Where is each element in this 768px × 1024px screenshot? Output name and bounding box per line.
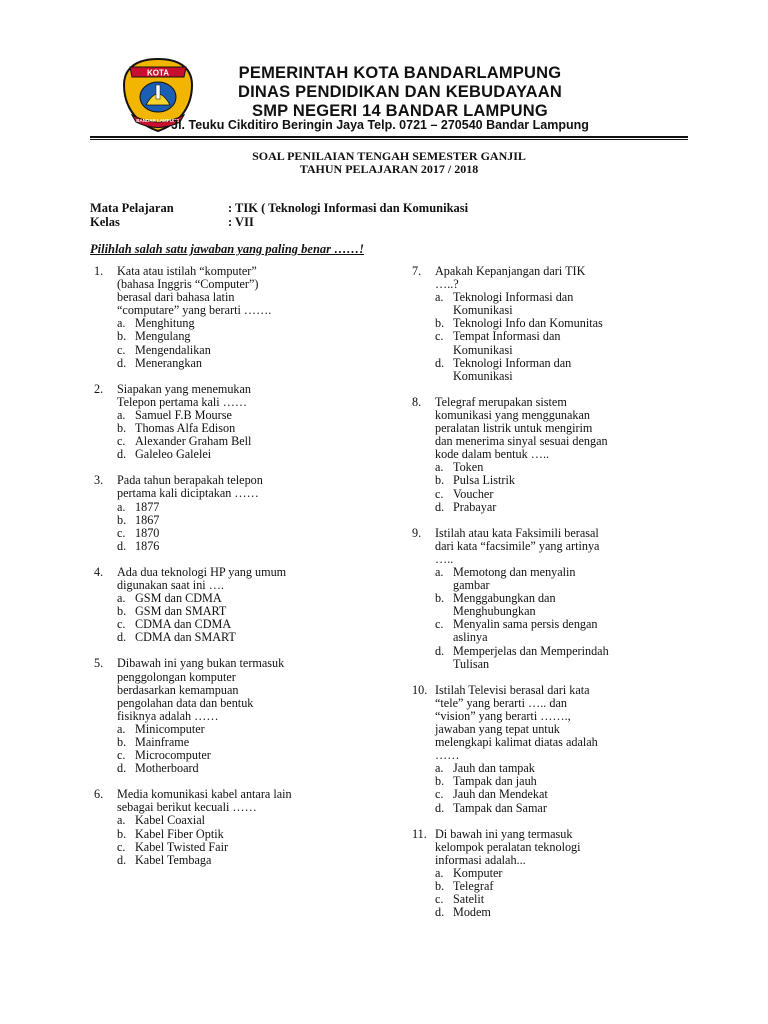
answer-option bbox=[435, 618, 672, 644]
option-text: CDMA dan SMART bbox=[135, 630, 236, 645]
answer-option bbox=[117, 448, 364, 461]
questions-right-column bbox=[412, 265, 672, 932]
option-text: Alexander Graham Bell bbox=[135, 434, 252, 449]
question-body bbox=[117, 788, 364, 867]
option-letter: d. bbox=[117, 355, 127, 370]
option-letter: c. bbox=[435, 617, 444, 632]
option-letter: d. bbox=[117, 761, 127, 776]
option-letter: b. bbox=[117, 604, 127, 619]
option-text: Motherboard bbox=[135, 761, 199, 776]
option-text: Modem bbox=[453, 905, 491, 920]
option-letter: a. bbox=[435, 761, 444, 776]
option-letter: a. bbox=[117, 316, 126, 331]
letterhead bbox=[200, 64, 600, 121]
option-text: Thomas Alfa Edison bbox=[135, 421, 236, 436]
class-value: : VII bbox=[228, 215, 254, 229]
subject-label: Mata Pelajaran bbox=[90, 201, 174, 215]
option-text: Mainframe bbox=[135, 735, 190, 749]
option-text: 1876 bbox=[135, 538, 160, 553]
option-text: Menerangkan bbox=[135, 355, 203, 370]
school-address: Jl. Teuku Cikditiro Beringin Jaya Telp. 0721 – 270540 Bandar Lampung bbox=[171, 118, 589, 132]
option-text: Telegraf bbox=[453, 879, 494, 894]
option-letter: b. bbox=[435, 591, 445, 606]
question-item bbox=[94, 265, 364, 370]
option-letter: a. bbox=[435, 564, 444, 579]
option-letter: d. bbox=[435, 800, 445, 815]
answer-option bbox=[435, 357, 672, 383]
answer-option bbox=[117, 514, 364, 527]
instruction: Pilihlah salah satu jawaban yang paling benar ……! bbox=[90, 242, 365, 256]
option-letter: a. bbox=[117, 499, 126, 514]
option-letter: b. bbox=[117, 826, 127, 841]
option-letter: d. bbox=[117, 447, 127, 462]
answer-option bbox=[117, 344, 364, 357]
option-text: Menghitung bbox=[135, 316, 195, 331]
question-text: Kata atau istilah “komputer” (bahasa Inggris “Computer”) berasal dari bahasa latin “computare” yang berarti ……. bbox=[117, 264, 272, 318]
option-letter: b. bbox=[435, 473, 445, 488]
question-item bbox=[94, 657, 364, 775]
answer-option bbox=[117, 762, 364, 775]
option-text: Teknologi Informasi dan Komunikasi bbox=[453, 290, 574, 318]
option-text: GSM dan SMART bbox=[135, 604, 227, 619]
option-letter: b. bbox=[435, 316, 445, 331]
letterhead-line-2: DINAS PENDIDIKAN DAN KEBUDAYAAN bbox=[237, 83, 563, 101]
question-text: Pada tahun berapakah telepon pertama kali diciptakan …… bbox=[117, 473, 263, 501]
question-text: Di bawah ini yang termasuk kelompok peralatan teknologi informasi adalah... bbox=[435, 826, 581, 867]
answer-option bbox=[435, 488, 672, 501]
option-letter: b. bbox=[117, 512, 127, 527]
answer-option bbox=[435, 501, 672, 514]
answer-option bbox=[117, 330, 364, 343]
option-letter: b. bbox=[117, 421, 127, 436]
option-text: Galeleo Galelei bbox=[135, 447, 212, 462]
option-letter: d. bbox=[435, 355, 445, 370]
option-text: Tampak dan jauh bbox=[453, 774, 537, 789]
option-text: Memotong dan menyalin gambar bbox=[453, 564, 576, 593]
question-text: Telegraf merupakan sistem komunikasi yang menggunakan peralatan listrik untuk mengirim dan menerima sinyal sesuai dengan kode dalam bentuk ….. bbox=[435, 394, 608, 462]
option-letter: a. bbox=[117, 721, 126, 736]
answer-option bbox=[435, 566, 672, 592]
option-text: Teknologi Informan dan Komunikasi bbox=[453, 355, 572, 383]
answer-option bbox=[435, 802, 672, 815]
logo-top-text: KOTA bbox=[146, 68, 170, 78]
header-divider-thin bbox=[90, 139, 688, 140]
questions-left-column bbox=[94, 265, 364, 880]
option-text: Tampak dan Samar bbox=[453, 800, 547, 815]
answer-option bbox=[435, 592, 672, 618]
question-text: Istilah atau kata Faksimili berasal dari kata “facsimile” yang artinya ….. bbox=[435, 525, 600, 566]
question-item bbox=[412, 265, 672, 383]
question-item bbox=[94, 566, 364, 645]
answer-option bbox=[435, 474, 672, 487]
option-text: Kabel Coaxial bbox=[135, 813, 206, 828]
option-text: Menggabungkan dan Menghubungkan bbox=[453, 591, 556, 619]
question-number: 7. bbox=[412, 264, 422, 278]
question-text: Ada dua teknologi HP yang umum digunakan saat ini …. bbox=[117, 564, 287, 592]
option-text: Memperjelas dan Memperindah Tulisan bbox=[453, 643, 609, 671]
option-letter: c. bbox=[435, 329, 444, 344]
option-letter: a. bbox=[117, 407, 126, 422]
question-text: Apakah Kepanjangan dari TIK …..? bbox=[435, 264, 586, 292]
question-number: 11. bbox=[412, 826, 427, 841]
answer-option bbox=[117, 828, 364, 841]
option-letter: d. bbox=[435, 905, 445, 920]
question-number: 1. bbox=[94, 264, 104, 278]
question-body bbox=[117, 474, 364, 553]
question-body bbox=[435, 527, 672, 671]
question-body bbox=[435, 828, 672, 920]
option-letter: c. bbox=[117, 342, 126, 357]
answer-option bbox=[117, 501, 364, 514]
question-number: 2. bbox=[94, 381, 104, 396]
question-number: 3. bbox=[94, 473, 104, 488]
question-body bbox=[435, 396, 672, 514]
option-text: Microcomputer bbox=[135, 748, 211, 763]
option-text: Satelit bbox=[453, 892, 485, 907]
question-item bbox=[94, 474, 364, 553]
question-item bbox=[412, 527, 672, 671]
logo-bottom-text: BANDAR LAMPUNG bbox=[136, 118, 180, 123]
option-text: 1867 bbox=[135, 512, 160, 527]
option-letter: c. bbox=[435, 486, 444, 501]
option-text: GSM dan CDMA bbox=[135, 591, 222, 606]
question-body bbox=[435, 684, 672, 815]
answer-option bbox=[435, 291, 672, 317]
option-letter: c. bbox=[117, 434, 126, 449]
option-text: Menyalin sama persis dengan aslinya bbox=[453, 617, 598, 645]
question-text: Istilah Televisi berasal dari kata “tele” yang berarti ….. dan “vision” yang berarti ……., jawaban yang tepat untuk melengkapi kalimat diatas adalah …… bbox=[435, 682, 598, 763]
option-letter: d. bbox=[117, 630, 127, 645]
exam-title bbox=[90, 150, 688, 176]
header-divider-thick bbox=[90, 136, 688, 138]
option-letter: c. bbox=[117, 617, 126, 632]
question-text: Media komunikasi kabel antara lain sebagai berikut kecuali …… bbox=[117, 787, 292, 815]
answer-option bbox=[117, 814, 364, 827]
option-letter: b. bbox=[117, 329, 127, 344]
option-text: 1870 bbox=[135, 525, 160, 540]
question-number: 9. bbox=[412, 525, 422, 540]
letterhead-line-3: SMP NEGERI 14 BANDAR LAMPUNG bbox=[252, 102, 548, 120]
option-text: Samuel F.B Mourse bbox=[135, 407, 232, 422]
option-letter: a. bbox=[117, 813, 126, 828]
question-body bbox=[117, 265, 364, 370]
option-letter: b. bbox=[435, 879, 445, 894]
option-letter: b. bbox=[117, 735, 127, 749]
option-letter: d. bbox=[117, 538, 127, 553]
option-text: Komputer bbox=[453, 865, 503, 880]
option-letter: c. bbox=[435, 787, 444, 802]
answer-option bbox=[117, 527, 364, 540]
option-text: Teknologi Info dan Komunitas bbox=[453, 316, 603, 331]
letterhead-line-1: PEMERINTAH KOTA BANDARLAMPUNG bbox=[238, 64, 562, 82]
option-text: Kabel Fiber Optik bbox=[135, 826, 224, 841]
option-text: Token bbox=[453, 460, 484, 475]
option-text: Kabel Twisted Fair bbox=[135, 839, 229, 854]
option-text: CDMA dan CDMA bbox=[135, 617, 232, 632]
question-item bbox=[94, 383, 364, 462]
subject-row bbox=[90, 201, 468, 215]
question-item bbox=[412, 684, 672, 815]
option-text: Tempat Informasi dan Komunikasi bbox=[453, 329, 561, 357]
option-text: 1877 bbox=[135, 499, 160, 514]
option-letter: d. bbox=[435, 499, 445, 514]
option-text: Minicomputer bbox=[135, 721, 205, 736]
exam-title-line-1: SOAL PENILAIAN TENGAH SEMESTER GANJIL bbox=[252, 149, 526, 163]
option-text: Mengulang bbox=[135, 329, 191, 344]
option-letter: c. bbox=[117, 839, 126, 854]
option-letter: d. bbox=[117, 852, 127, 867]
answer-option bbox=[117, 631, 364, 644]
option-letter: a. bbox=[435, 460, 444, 475]
option-letter: c. bbox=[117, 748, 126, 763]
option-letter: a. bbox=[435, 290, 444, 305]
option-text: Prabayar bbox=[453, 499, 497, 514]
option-letter: b. bbox=[435, 774, 445, 789]
class-row bbox=[90, 215, 468, 229]
option-text: Mengendalikan bbox=[135, 342, 211, 357]
option-text: Pulsa Listrik bbox=[453, 473, 515, 488]
option-text: Voucher bbox=[453, 486, 494, 501]
answer-option bbox=[435, 906, 672, 919]
exam-meta bbox=[90, 201, 468, 229]
answer-option bbox=[117, 841, 364, 854]
question-number: 8. bbox=[412, 394, 422, 409]
question-number: 10. bbox=[412, 682, 428, 697]
option-text: Jauh dan tampak bbox=[453, 761, 535, 776]
exam-title-line-2: TAHUN PELAJARAN 2017 / 2018 bbox=[299, 162, 479, 176]
question-text: Dibawah ini yang bukan termasuk penggolongan komputer berdasarkan kemampuan pengolahan data dan bentuk fisiknya adalah …… bbox=[117, 656, 285, 723]
option-letter: c. bbox=[117, 525, 126, 540]
option-text: Kabel Tembaga bbox=[135, 852, 212, 867]
option-letter: a. bbox=[435, 865, 444, 880]
question-body bbox=[435, 265, 672, 383]
question-body bbox=[117, 657, 364, 775]
class-label: Kelas bbox=[90, 215, 120, 229]
option-letter: c. bbox=[435, 892, 444, 907]
question-number: 4. bbox=[94, 564, 104, 579]
option-text: Jauh dan Mendekat bbox=[453, 787, 548, 802]
subject-value: : TIK ( Teknologi Informasi dan Komunikasi bbox=[228, 201, 469, 215]
question-body bbox=[117, 383, 364, 462]
answer-option bbox=[435, 645, 672, 671]
answer-option bbox=[117, 540, 364, 553]
option-letter: d. bbox=[435, 643, 445, 658]
question-item bbox=[94, 788, 364, 867]
question-number: 5. bbox=[94, 656, 104, 671]
question-text: Siapakan yang menemukan Telepon pertama kali …… bbox=[117, 381, 252, 409]
answer-option bbox=[117, 854, 364, 867]
question-body bbox=[117, 566, 364, 645]
answer-option bbox=[117, 357, 364, 370]
option-letter: a. bbox=[117, 591, 126, 606]
question-item bbox=[412, 828, 672, 920]
question-number: 6. bbox=[94, 787, 104, 802]
answer-option bbox=[435, 788, 672, 801]
answer-option bbox=[435, 330, 672, 356]
question-item bbox=[412, 396, 672, 514]
